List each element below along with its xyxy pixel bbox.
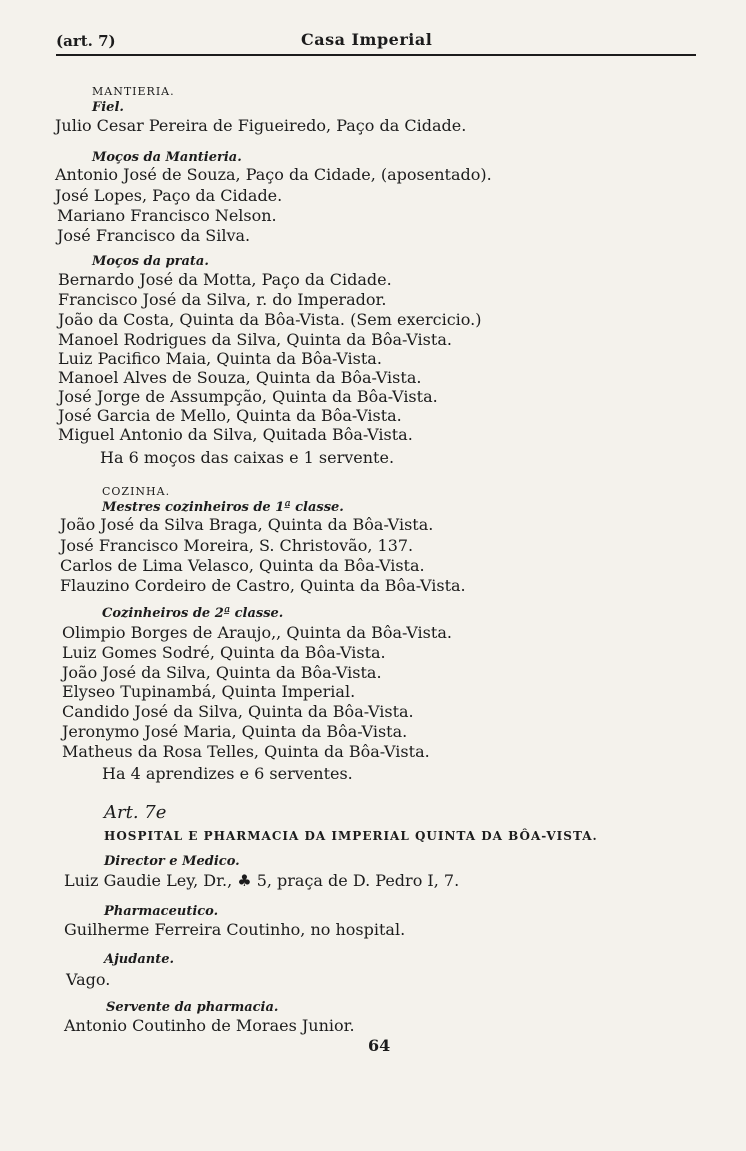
text-line: Flauzino Cordeiro de Castro, Quinta da Bôa-Vista. <box>60 576 466 595</box>
text-line: Cozinheiros de 2ª classe. <box>102 606 284 621</box>
text-line: João José da Silva Braga, Quinta da Bôa-Vista. <box>60 515 434 534</box>
running-header <box>56 28 696 56</box>
text-line: Antonio José de Souza, Paço da Cidade, (aposentado). <box>55 165 492 184</box>
text-line: Mestres cozinheiros de 1ª classe. <box>102 500 344 515</box>
text-line: José Francisco da Silva. <box>57 226 251 245</box>
text-line: Julio Cesar Pereira de Figueiredo, Paço da Cidade. <box>55 116 467 135</box>
text-line: Elyseo Tupinambá, Quinta Imperial. <box>62 682 356 701</box>
text-line: Manoel Rodrigues da Silva, Quinta da Bôa-Vista. <box>58 330 452 349</box>
text-line: Servente da pharmacia. <box>106 1000 279 1015</box>
header-article-ref: (art. 7) <box>56 32 116 50</box>
text-line: Moços da Mantieria. <box>92 150 242 165</box>
text-line: Luiz Gomes Sodré, Quinta da Bôa-Vista. <box>62 643 386 662</box>
text-line: Vago. <box>66 970 111 989</box>
text-line: José Lopes, Paço da Cidade. <box>55 186 283 205</box>
text-line: João da Costa, Quinta da Bôa-Vista. (Sem exercicio.) <box>58 310 482 329</box>
header-title: Casa Imperial <box>301 30 433 49</box>
text-line: Guilherme Ferreira Coutinho, no hospital. <box>64 920 406 939</box>
text-line: Miguel Antonio da Silva, Quitada Bôa-Vista. <box>58 425 413 444</box>
text-line: João José da Silva, Quinta da Bôa-Vista. <box>62 663 382 682</box>
text-line: Pharmaceutico. <box>104 904 219 919</box>
text-line: José Francisco Moreira, S. Christovão, 137. <box>60 536 414 555</box>
text-line: Carlos de Lima Velasco, Quinta da Bôa-Vista. <box>60 556 425 575</box>
page-number: 64 <box>368 1036 391 1055</box>
text-line: Candido José da Silva, Quinta da Bôa-Vista. <box>62 702 414 721</box>
text-line: Fiel. <box>92 100 124 115</box>
text-line: Olimpio Borges de Araujo,, Quinta da Bôa-Vista. <box>62 623 452 642</box>
text-line: COZINHA. <box>102 485 171 498</box>
text-line: Antonio Coutinho de Moraes Junior. <box>64 1016 355 1035</box>
text-line: HOSPITAL E PHARMACIA DA IMPERIAL QUINTA DA BÔA-VISTA. <box>104 829 598 843</box>
text-line: Ha 4 aprendizes e 6 serventes. <box>102 764 353 783</box>
text-line: Mariano Francisco Nelson. <box>57 206 277 225</box>
text-line: Matheus da Rosa Telles, Quinta da Bôa-Vista. <box>62 742 430 761</box>
text-line: Art. 7e <box>104 802 167 823</box>
text-line: MANTIERIA. <box>92 85 175 98</box>
text-line: Director e Medico. <box>104 854 240 869</box>
text-line: Moços da prata. <box>92 254 209 269</box>
text-line: Manoel Alves de Souza, Quinta da Bôa-Vista. <box>58 368 422 387</box>
text-line: Luiz Gaudie Ley, Dr., ♣ 5, praça de D. Pedro I, 7. <box>64 871 460 890</box>
text-line: Francisco José da Silva, r. do Imperador. <box>58 290 387 309</box>
text-line: Ajudante. <box>104 952 175 967</box>
text-line: Luiz Pacifico Maia, Quinta da Bôa-Vista. <box>58 349 382 368</box>
text-line: Bernardo José da Motta, Paço da Cidade. <box>58 270 392 289</box>
text-line: José Jorge de Assumpção, Quinta da Bôa-Vista. <box>58 387 438 406</box>
text-line: José Garcia de Mello, Quinta da Bôa-Vista. <box>58 406 402 425</box>
text-line: Ha 6 moços das caixas e 1 servente. <box>100 448 395 467</box>
text-line: Jeronymo José Maria, Quinta da Bôa-Vista. <box>62 722 408 741</box>
